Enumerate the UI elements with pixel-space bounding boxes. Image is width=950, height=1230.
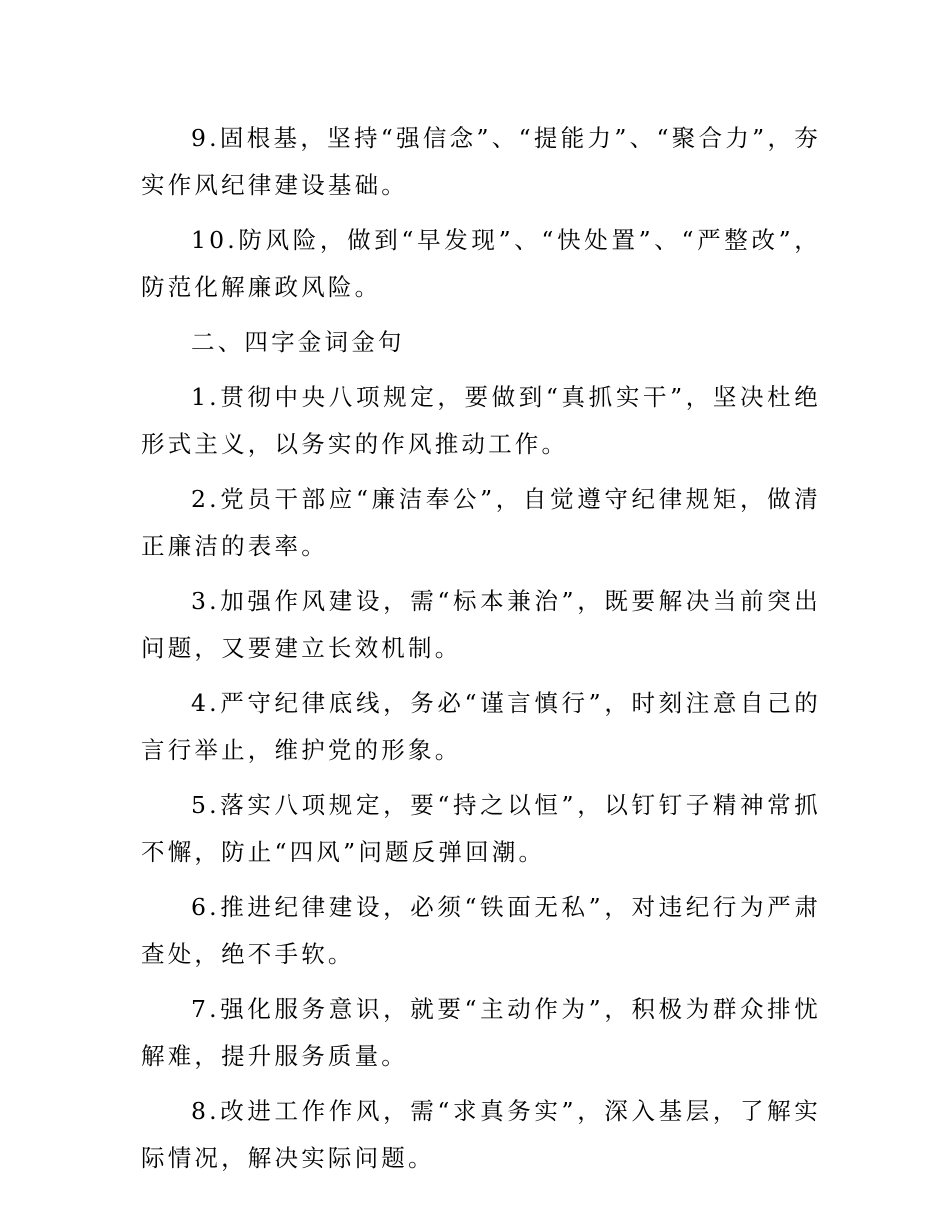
section-heading: 二、四字金词金句 — [191, 328, 405, 356]
list-item: 4.严守纪律底线，务必“谨言慎行”，时刻注意自己的言行举止，维护党的形象。 — [141, 689, 821, 764]
paragraph-9: 9.固根基，坚持“强信念”、“提能力”、“聚合力”，夯实作风纪律建设基础。 — [141, 124, 821, 199]
document-page — [141, 115, 821, 1190]
paragraph-10: 10.防风险，做到“早发现”、“快处置”、“严整改”，防范化解廉政风险。 — [141, 226, 821, 301]
list-item: 5.落实八项规定，要“持之以恒”，以钉钉子精神常抓不懈，防止“四风”问题反弹回潮。 — [141, 791, 821, 866]
list-item: 1.贯彻中央八项规定，要做到“真抓实干”，坚决杜绝形式主义，以务实的作风推动工作。 — [141, 383, 821, 458]
list-item: 7.强化服务意识，就要“主动作为”，积极为群众排忧解难，提升服务质量。 — [141, 995, 821, 1070]
list-item: 8.改进工作作风，需“求真务实”，深入基层，了解实际情况，解决实际问题。 — [141, 1097, 821, 1172]
list-item: 3.加强作风建设，需“标本兼治”，既要解决当前突出问题，又要建立长效机制。 — [141, 587, 821, 662]
list-item: 2.党员干部应“廉洁奉公”，自觉遵守纪律规矩，做清正廉洁的表率。 — [141, 485, 821, 560]
list-item: 6.推进纪律建设，必须“铁面无私”，对违纪行为严肃查处，绝不手软。 — [141, 893, 821, 968]
